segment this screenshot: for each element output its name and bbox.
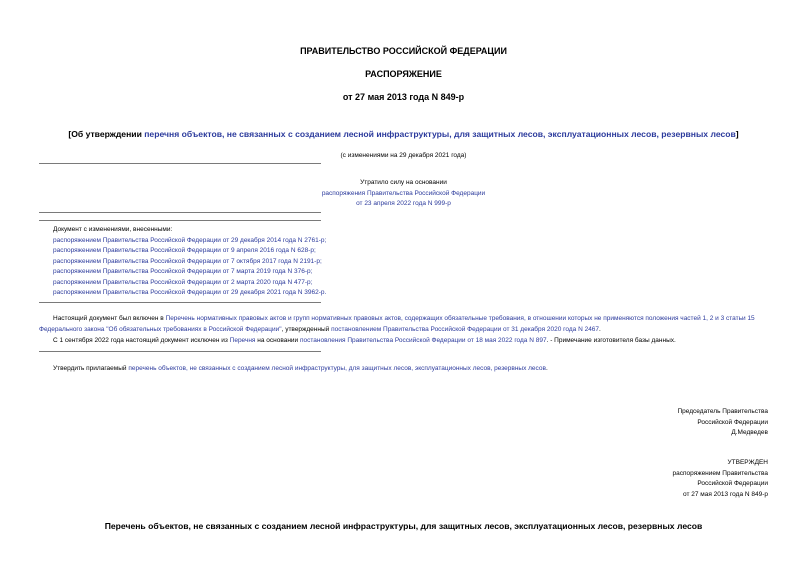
change-link[interactable]: распоряжением Правительства Российской Федерации от 9 апреля 2016 года N 628-р; [53,247,316,254]
changes-block [53,225,326,299]
approved-line: Российской Федерации [697,480,768,487]
change-link[interactable]: распоряжением Правительства Российской Федерации от 7 марта 2019 года N 376-р; [53,268,313,275]
decree-2467-link[interactable]: постановлением Правительства Российской Федерации от 31 декабря 2020 года N 2467 [331,325,600,333]
signature-country: Российской Федерации [697,418,768,426]
change-link[interactable]: распоряжением Правительства Российской Федерации от 2 марта 2020 года N 477-р; [53,278,313,286]
divider [39,163,321,164]
notice-text: . [599,325,601,333]
repeal-link-2[interactable]: от 23 апреля 2022 года N 999-р [356,200,451,207]
decree-897-link[interactable]: постановления Правительства Российской Федерации от 18 мая 2022 года N 897 [300,337,547,344]
revision-note: (с изменениями на 29 декабря 2021 года) [340,152,467,159]
signature-position: Председатель Правительства [677,408,768,415]
document-type: РАСПОРЯЖЕНИЕ [365,69,442,79]
notice-text: Настоящий документ был включен в [53,315,166,322]
notice-text: . - Примечание изготовителя базы данных. [546,337,676,344]
approve-text: Утвердить прилагаемый [53,365,129,372]
notice-text: С 1 сентября 2022 года настоящий документ исключен из [53,337,230,344]
document-title [0,129,807,139]
title-close-bracket: ] [735,129,739,139]
approved-line: распоряжением Правительства [672,469,768,477]
change-link[interactable]: распоряжением Правительства Российской Федерации от 29 декабря 2021 года N 3962-р. [53,289,327,296]
approve-paragraph [53,364,548,375]
list-link[interactable]: Перечня [229,337,256,344]
obligatory-requirements-list-link[interactable]: Перечень нормативных правовых актов и групп нормативных правовых актов, содержащих обязательные требования, в отношении которых не применяются положения частей 1, 2 и 3 статьи 15 Федерального закона "Об обязательных требованиях в Российской Федерации" [39,315,755,333]
changes-heading: Документ с изменениями, внесенными: [53,226,173,233]
repeal-line-1: Утратило силу на основании [360,179,447,186]
notice-text: , утвержденный [281,325,332,333]
divider [39,302,321,303]
signature-block [677,407,768,439]
government-heading: ПРАВИТЕЛЬСТВО РОССИЙСКОЙ ФЕДЕРАЦИИ [300,46,507,56]
repeal-block [0,178,807,210]
list-title: Перечень объектов, не связанных с созданием лесной инфраструктуры, для защитных лесов, эксплуатационных лесов, резервных лесов [104,521,703,531]
objects-list-link[interactable]: перечень объектов, не связанных с созданием лесной инфраструктуры, для защитных лесов, эксплуатационных лесов, резервных лесов [128,365,546,372]
title-open-bracket: [ [68,129,72,139]
divider [39,351,321,352]
divider [39,212,321,213]
divider [39,220,321,221]
exclusion-paragraph [39,336,771,347]
approved-line: от 27 мая 2013 года N 849-р [682,490,768,498]
approved-heading: УТВЕРЖДЕН [727,459,768,466]
change-link[interactable]: распоряжением Правительства Российской Федерации от 29 декабря 2014 года N 2761-р; [53,236,327,244]
change-link[interactable]: распоряжением Правительства Российской Федерации от 7 октября 2017 года N 2191-р; [53,257,322,265]
notice-paragraph [39,314,771,335]
approved-block [673,458,768,500]
approve-text: . [545,365,548,372]
title-link[interactable]: перечня объектов, не связанных с созданием лесной инфраструктуры, для защитных лесов, эксплуатационных лесов, резервных лесов [144,129,736,139]
signature-name: Д.Медведев [731,429,768,436]
title-prefix: Об утверждении [71,129,145,139]
notice-text: на основании [255,337,300,344]
document-date: от 27 мая 2013 года N 849-р [342,92,465,102]
repeal-link-1[interactable]: распоряжения Правительства Российской Федерации [321,189,486,197]
